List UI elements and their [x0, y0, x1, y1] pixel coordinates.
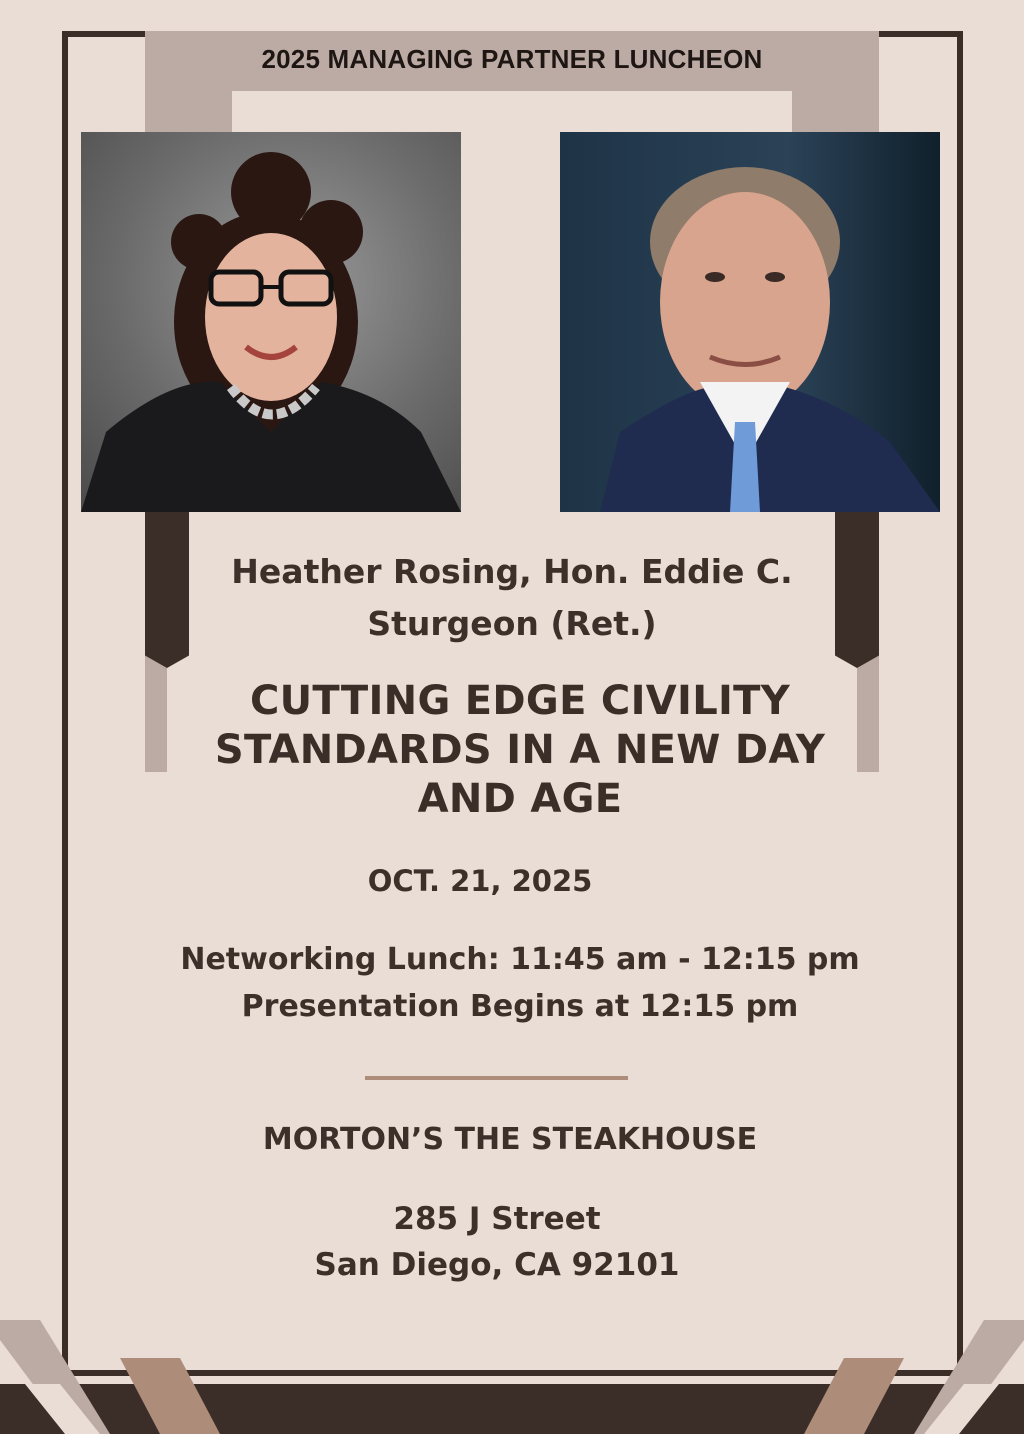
venue-city: San Diego, CA 92101: [314, 1247, 680, 1283]
venue-street: 285 J Street: [393, 1201, 601, 1237]
speaker-photo-man: [560, 132, 940, 512]
speaker-names: Heather Rosing, Hon. Eddie C. Sturgeon (Ret.): [231, 552, 793, 643]
right-ribbon: [835, 512, 879, 668]
schedule-lunch: Networking Lunch: 11:45 am - 12:15 pm: [180, 942, 860, 977]
schedule-presentation: Presentation Begins at 12:15 pm: [241, 989, 799, 1024]
header-banner-notch: [232, 91, 792, 136]
left-ribbon: [145, 512, 189, 668]
bottom-decoration: [0, 1300, 1024, 1434]
speaker-photo-woman: [81, 132, 461, 512]
presentation-title: CUTTING EDGE CIVILITY STANDARDS IN A NEW DAY AND AGE: [214, 678, 826, 822]
venue-address: [200, 1196, 794, 1288]
event-series-title: 2025 MANAGING PARTNER LUNCHEON: [261, 44, 763, 74]
venue-name: MORTON’S THE STEAKHOUSE: [262, 1122, 758, 1157]
event-schedule: [120, 936, 920, 1030]
section-divider: [365, 1076, 628, 1080]
event-date: OCT. 21, 2025: [367, 864, 593, 898]
